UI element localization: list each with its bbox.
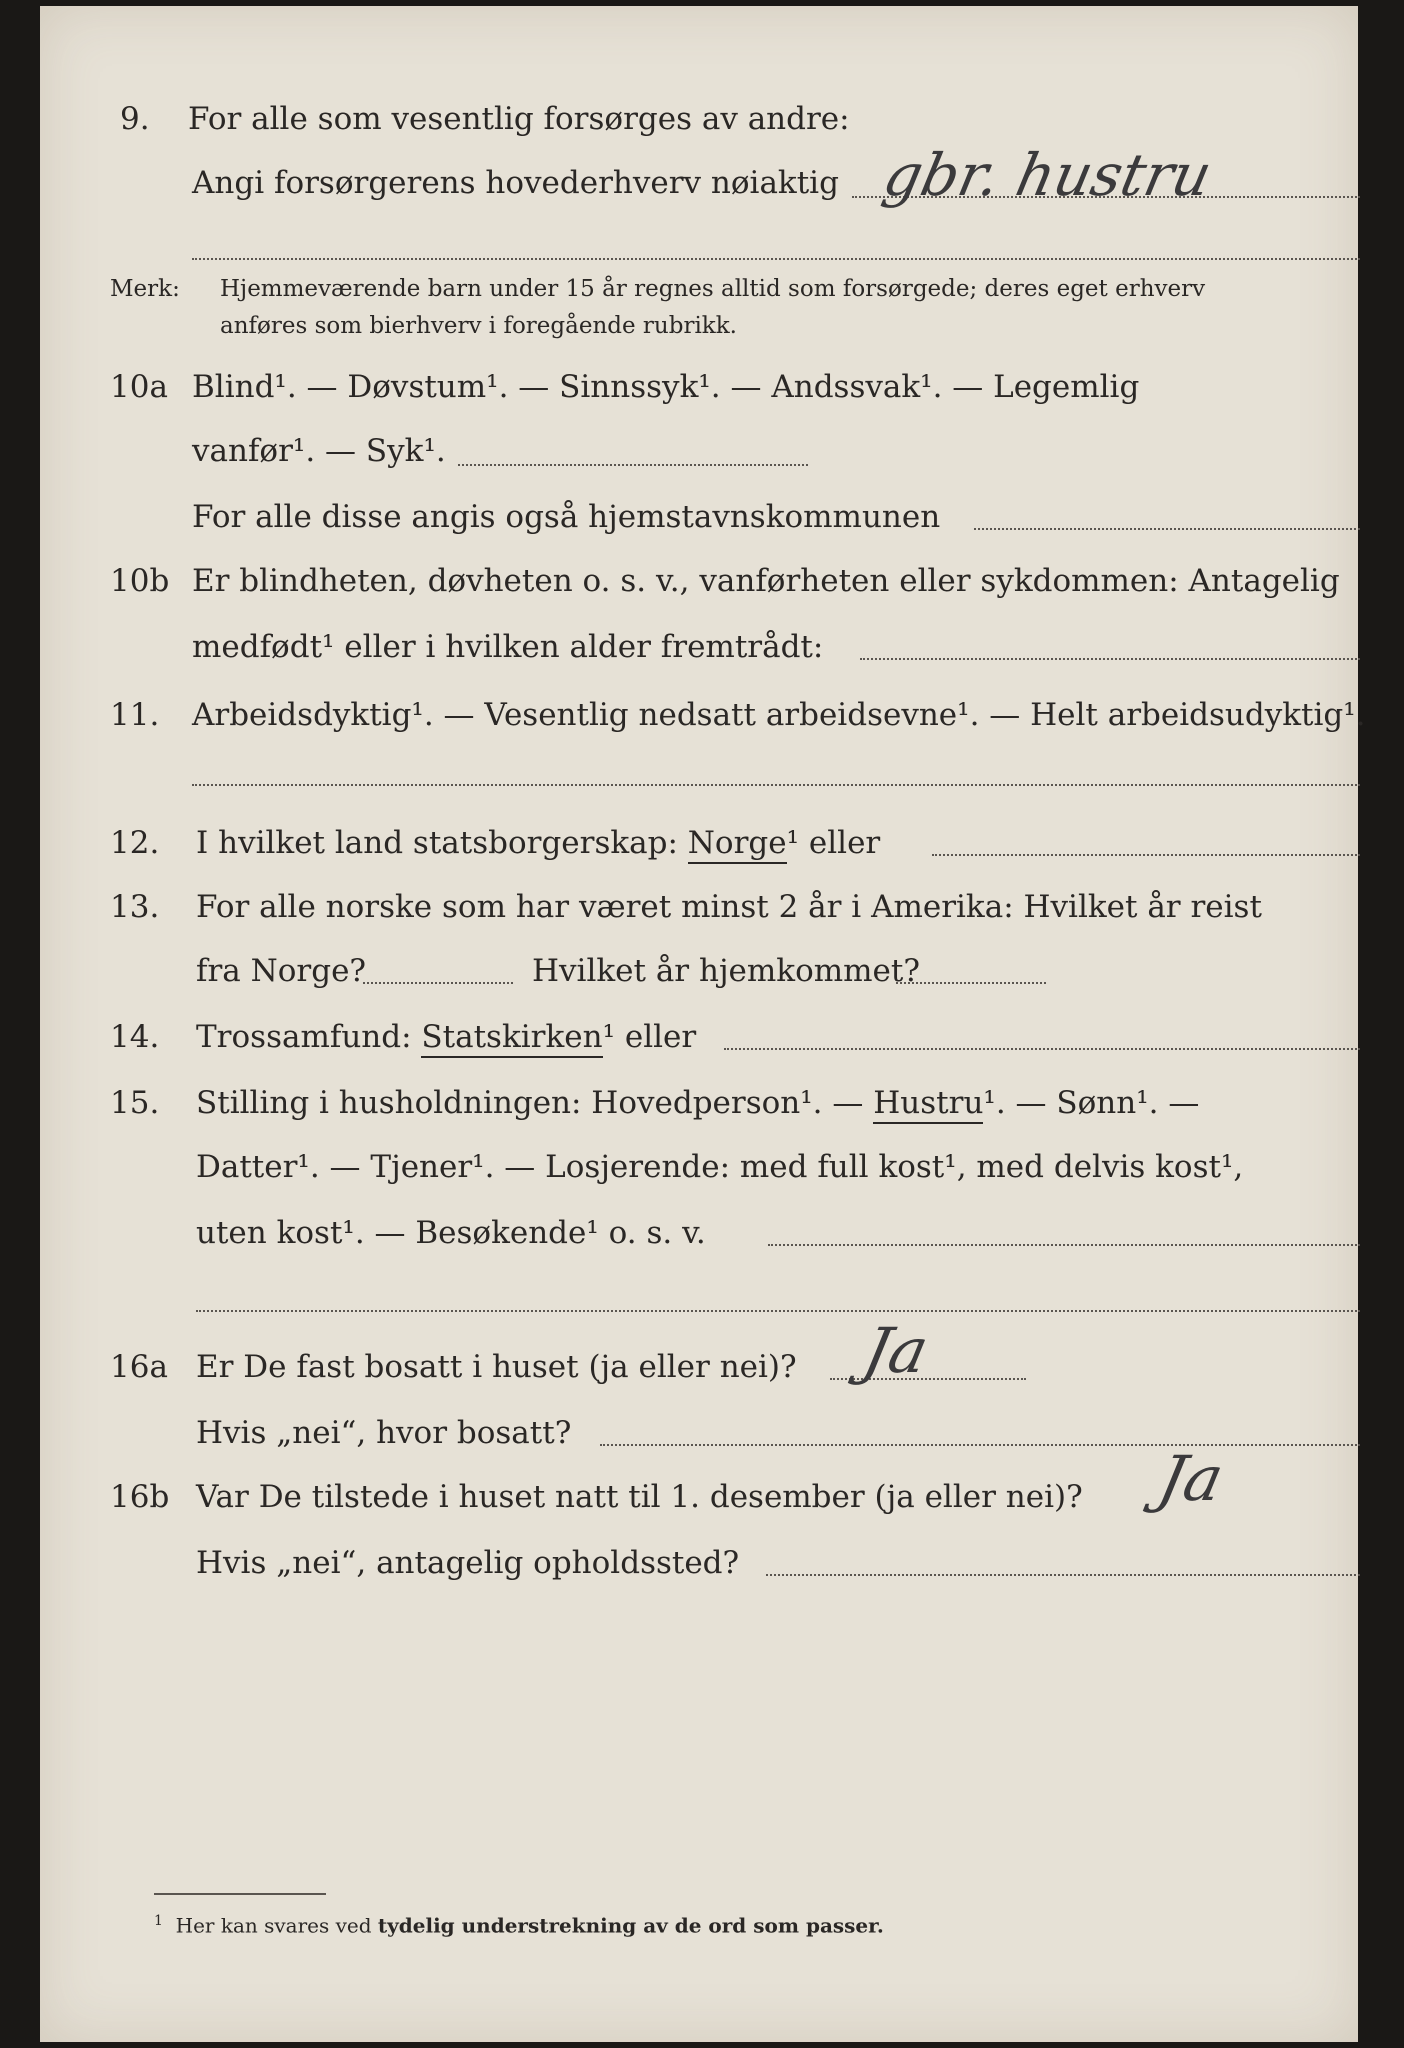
q13-number: 13. xyxy=(110,889,160,925)
q15-line3: uten kost¹. — Besøkende¹ o. s. v. xyxy=(196,1215,706,1251)
q16a-number: 16a xyxy=(110,1349,168,1385)
q10a-syk-line xyxy=(458,464,808,466)
q16a-bosatt-line xyxy=(600,1444,1360,1446)
q9-line2: Angi forsørgerens hovederhverv nøiaktig xyxy=(192,165,839,201)
q9-extra-line xyxy=(192,258,1360,260)
q10b-answer-line xyxy=(860,658,1360,660)
q12-suffix: ¹ eller xyxy=(786,825,881,861)
q16b-line1: Var De tilstede i huset natt til 1. desember (ja eller nei)? xyxy=(196,1479,1083,1515)
q10b-number: 10b xyxy=(110,563,170,599)
q16a-line2: Hvis „nei“, hvor bosatt? xyxy=(196,1415,572,1451)
q10a-number: 10a xyxy=(110,369,168,405)
q10a-hjemstavn-line xyxy=(974,528,1360,530)
q15-extra-line xyxy=(196,1310,1360,1312)
q16b-handwritten-answer: Ja xyxy=(1152,1442,1230,1515)
q10a-line2: vanfør¹. — Syk¹. xyxy=(192,433,446,469)
q16a-line1: Er De fast bosatt i huset (ja eller nei)? xyxy=(196,1349,797,1385)
q9-line1: For alle som vesentlig forsørges av andre: xyxy=(188,101,850,137)
footnote xyxy=(154,1908,884,1939)
q12-number: 12. xyxy=(110,825,160,861)
q14-number: 14. xyxy=(110,1019,160,1055)
q11-answer-line xyxy=(192,784,1360,786)
q12-text xyxy=(196,824,880,862)
q16b-line2: Hvis „nei“, antagelig opholdssted? xyxy=(196,1545,740,1581)
q13-line2b: Hvilket år hjemkommet? xyxy=(532,953,920,989)
footnote-mark: 1 xyxy=(154,1913,163,1929)
q15-line1 xyxy=(196,1084,1199,1122)
census-form-page xyxy=(40,6,1366,2042)
q9-number: 9. xyxy=(120,101,150,137)
q16a-handwritten-answer: Ja xyxy=(857,1314,935,1387)
q16b-opholdssted-line xyxy=(766,1574,1360,1576)
q15-line2: Datter¹. — Tjener¹. — Losjerende: med full kost¹, med delvis kost¹, xyxy=(196,1149,1244,1185)
q11-number: 11. xyxy=(110,697,160,733)
q12-underlined-answer: Norge xyxy=(688,825,787,864)
q10a-line3: For alle disse angis også hjemstavnskommunen xyxy=(192,499,941,535)
merk-line2: anføres som bierhverv i foregående rubrikk. xyxy=(220,313,737,339)
q11-line1: Arbeidsdyktig¹. — Vesentlig nedsatt arbeidsevne¹. — Helt arbeidsudyktig¹. xyxy=(192,697,1366,733)
q10a-line1: Blind¹. — Døvstum¹. — Sinnssyk¹. — Andssvak¹. — Legemlig xyxy=(192,369,1140,405)
q14-answer-line xyxy=(724,1048,1360,1050)
q15-number: 15. xyxy=(110,1085,160,1121)
q14-suffix: ¹ eller xyxy=(602,1019,697,1055)
q16b-number: 16b xyxy=(110,1479,170,1515)
q13-line2a: fra Norge? xyxy=(196,953,367,989)
q15-line1-prefix: Stilling i husholdningen: Hovedperson¹. — xyxy=(196,1085,864,1121)
q14-underlined-answer: Statskirken xyxy=(421,1019,602,1058)
footnote-bold-text: tydelig understrekning av de ord som passer. xyxy=(377,1913,884,1938)
q14-prefix: Trossamfund: xyxy=(196,1019,412,1055)
q15-answer-line xyxy=(768,1244,1360,1246)
q15-underlined-answer: Hustru xyxy=(873,1085,983,1124)
merk-line1: Hjemmeværende barn under 15 år regnes alltid som forsørgede; deres eget erhverv xyxy=(220,276,1206,302)
q9-handwritten-answer: gbr. hustru xyxy=(877,141,1218,209)
q13-reist-line xyxy=(363,982,513,984)
q10b-line2: medfødt¹ eller i hvilken alder fremtrådt: xyxy=(192,629,824,665)
q13-hjemkommet-line xyxy=(896,982,1046,984)
q10b-line1: Er blindheten, døvheten o. s. v., vanførheten eller sykdommen: Antagelig xyxy=(192,563,1340,599)
footnote-rule xyxy=(154,1893,326,1895)
q13-line1: For alle norske som har været minst 2 år i Amerika: Hvilket år reist xyxy=(196,889,1262,925)
q14-text xyxy=(196,1018,696,1056)
merk-label: Merk: xyxy=(110,276,180,302)
q12-prefix: I hvilket land statsborgerskap: xyxy=(196,825,678,861)
q15-line1-suffix: ¹. — Sønn¹. — xyxy=(983,1085,1200,1121)
footnote-prefix: Her kan svares ved xyxy=(175,1913,372,1938)
q12-answer-line xyxy=(932,854,1360,856)
